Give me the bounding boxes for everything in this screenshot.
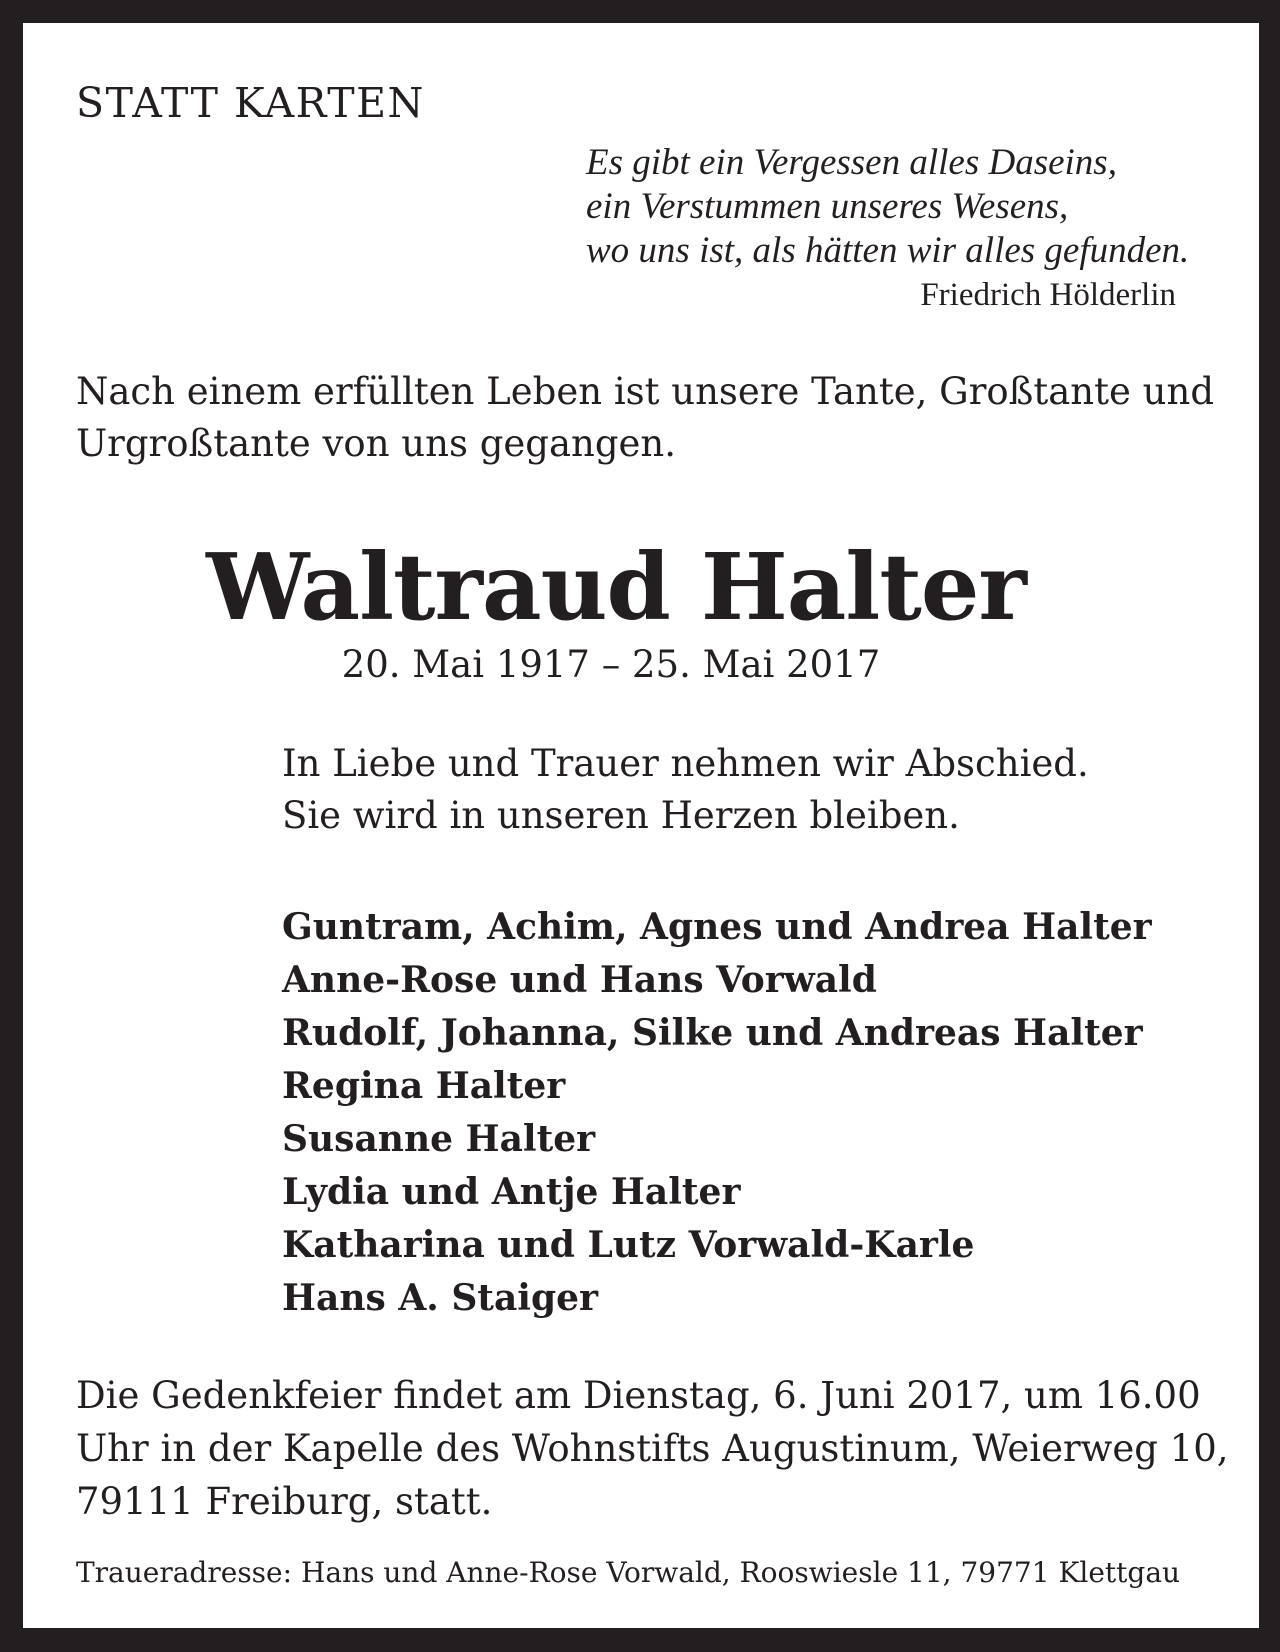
poem-quote — [586, 141, 1226, 317]
deceased-name: Waltraud Halter — [206, 533, 1026, 641]
memorial-service-text — [76, 1369, 1229, 1528]
mourner-line: Rudolf, Johanna, Silke und Andreas Halter — [282, 1012, 1143, 1054]
mourner-line: Susanne Halter — [282, 1118, 596, 1160]
mourner-line: Lydia und Antje Halter — [282, 1171, 741, 1213]
quote-line: wo uns ist, als hätten wir alles gefunden. — [586, 230, 1190, 271]
memorial-line: Uhr in der Kapelle des Wohnstifts Augustinum, Weierweg 10, — [76, 1427, 1229, 1470]
mourner-line: Hans A. Staiger — [282, 1277, 598, 1319]
intro-text — [76, 366, 1214, 470]
quote-line: ein Verstummen unseres Wesens, — [586, 186, 1069, 227]
mourner-line: Anne-Rose und Hans Vorwald — [282, 959, 877, 1001]
obituary-notice — [23, 23, 1259, 1628]
memorial-line: Die Gedenkfeier findet am Dienstag, 6. Juni 2017, um 16.00 — [76, 1374, 1201, 1417]
mourning-address: Traueradresse: Hans und Anne-Rose Vorwald, Rooswiesle 11, 79771 Klettgau — [76, 1556, 1181, 1589]
quote-author: Friedrich Hölderlin — [920, 277, 1176, 313]
life-dates: 20. Mai 1917 – 25. Mai 2017 — [341, 643, 881, 686]
notice-header: STATT KARTEN — [76, 79, 425, 127]
memorial-line: 79111 Freiburg, statt. — [76, 1480, 493, 1523]
farewell-text — [282, 738, 1089, 842]
mourners-list — [282, 901, 1152, 1325]
intro-line: Urgroßtante von uns gegangen. — [76, 422, 677, 465]
quote-line: Es gibt ein Vergessen alles Daseins, — [586, 142, 1117, 183]
farewell-line: In Liebe und Trauer nehmen wir Abschied. — [282, 742, 1089, 785]
mourner-line: Regina Halter — [282, 1065, 566, 1107]
intro-line: Nach einem erfüllten Leben ist unsere Tante, Großtante und — [76, 370, 1215, 413]
farewell-line: Sie wird in unseren Herzen bleiben. — [282, 794, 960, 837]
mourner-line: Katharina und Lutz Vorwald-Karle — [282, 1224, 975, 1266]
mourner-line: Guntram, Achim, Agnes und Andrea Halter — [282, 906, 1152, 948]
